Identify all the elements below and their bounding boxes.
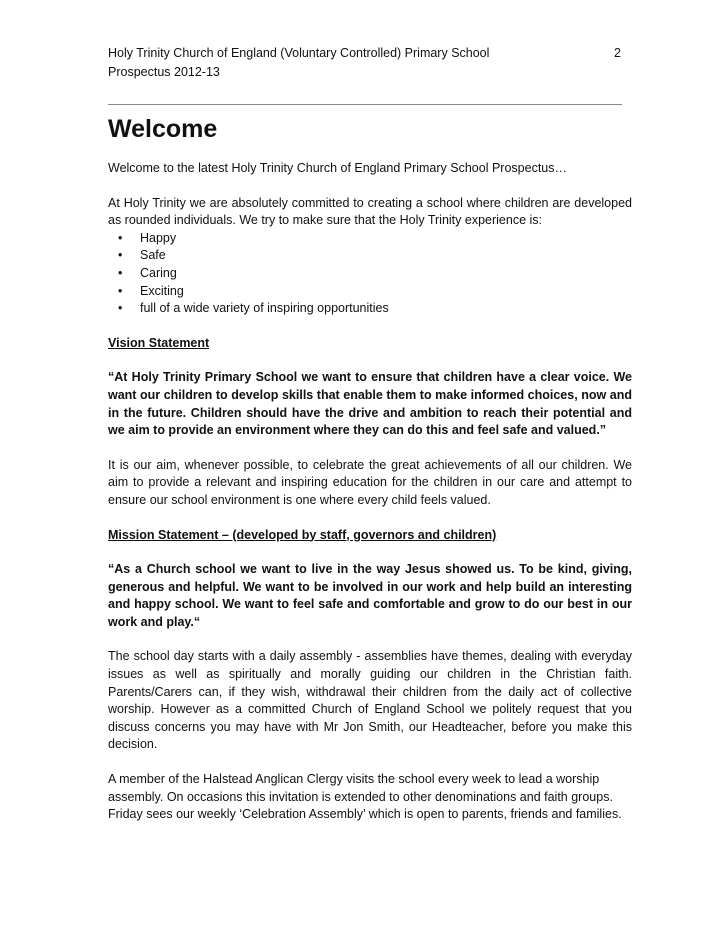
- vision-heading: Vision Statement: [108, 335, 210, 350]
- vision-quote: “At Holy Trinity Primary School we want to ensure that children have a clear voice. We want our children to develop skills that enable them to make informed choices, now and in the future. Children should have the drive and ambition to reach their potential and we aim to provide an environment where they can do this and feel safe and valued.”: [108, 370, 632, 438]
- clergy-paragraph: A member of the Halstead Anglican Clergy visits the school every week to lead a worship assembly. On occasions this invitation is extended to other denominations and faith groups. Friday sees our weekly ‘Celebration Assembly’ which is open to parents, friends and families.: [108, 772, 622, 822]
- aim-paragraph: It is our aim, whenever possible, to celebrate the great achievements of all our children. We aim to provide a relevant and inspiring education for the children in our care and attempt to ensure our school environment is one where every child feels valued.: [108, 457, 632, 507]
- list-item: • Safe: [108, 247, 632, 265]
- page-number: 2: [614, 46, 621, 60]
- header-divider: [108, 104, 622, 105]
- commitment-paragraph: At Holy Trinity we are absolutely committed to creating a school where children are developed as rounded individuals. We try to make sure that the Holy Trinity experience is:: [108, 195, 632, 228]
- experience-list: [108, 230, 632, 318]
- page-body: [108, 112, 632, 841]
- page-header: [108, 44, 623, 82]
- page-title: Welcome: [108, 115, 218, 143]
- list-item: • Exciting: [108, 283, 632, 301]
- assembly-paragraph: The school day starts with a daily assembly - assemblies have themes, dealing with everyday issues as well as spiritually and morally guiding our children in the Christian faith. Parents/Carers can, if they wish, withdrawal their children from the daily act of collective worship. However as a committed Church of England School we politely request that you discuss concerns you may have with Mr Jon Smith, our Headteacher, before you make this decision.: [108, 649, 632, 752]
- header-school-name: Holy Trinity Church of England (Voluntary Controlled) Primary School: [108, 46, 490, 60]
- mission-heading: Mission Statement – (developed by staff, governors and children): [108, 527, 497, 542]
- list-item: • Caring: [108, 265, 632, 283]
- list-item: • Happy: [108, 230, 632, 248]
- header-line: [108, 44, 623, 63]
- mission-quote: “As a Church school we want to live in the way Jesus showed us. To be kind, giving, generous and helpful. We want to be involved in our work and help build an interesting and happy school. We want to feel safe and comfortable and grow to do our best in our work and play.“: [108, 562, 632, 629]
- list-item: • full of a wide variety of inspiring opportunities: [108, 300, 632, 318]
- header-subtitle: Prospectus 2012-13: [108, 65, 220, 79]
- welcome-intro: Welcome to the latest Holy Trinity Church of England Primary School Prospectus…: [108, 161, 567, 175]
